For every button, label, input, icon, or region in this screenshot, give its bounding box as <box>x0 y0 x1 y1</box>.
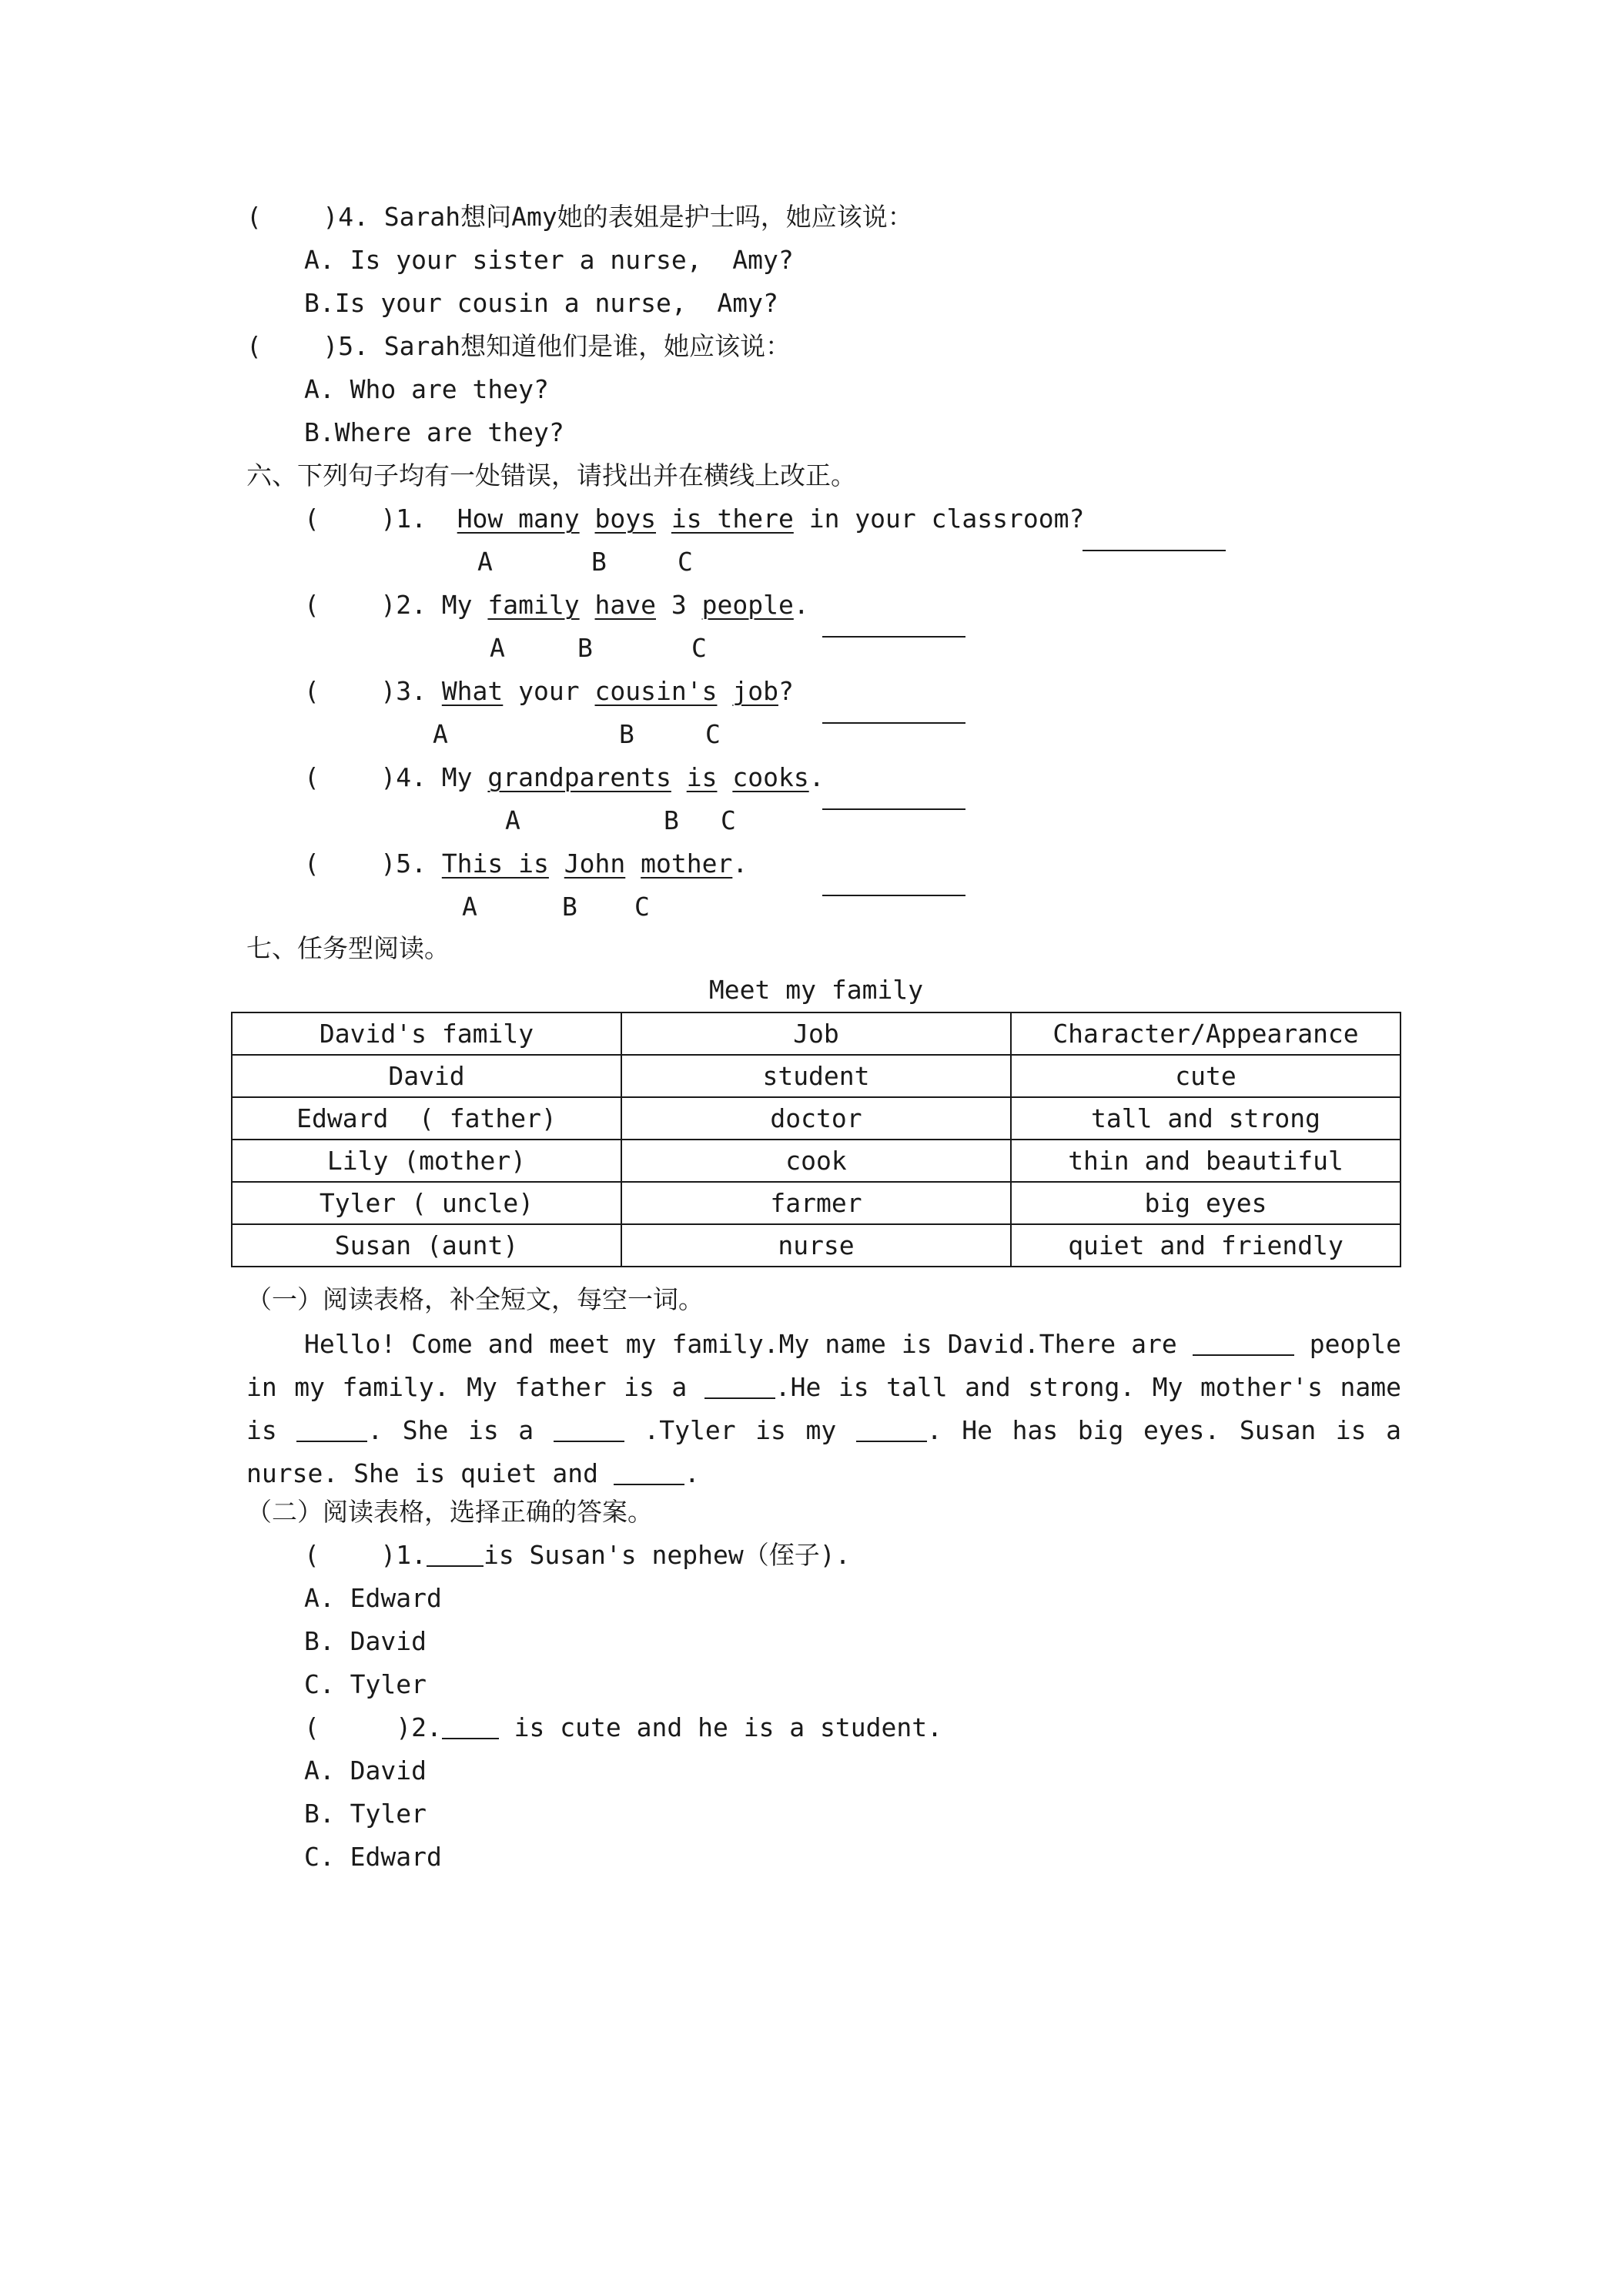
letter-c: C <box>691 633 707 663</box>
letter-c: C <box>721 805 736 835</box>
table-cell: thin and beautiful <box>1011 1140 1400 1182</box>
q-rest: . <box>808 762 825 792</box>
letter-c: C <box>634 892 650 922</box>
table-cell: Lily (mother) <box>232 1140 621 1182</box>
table-row <box>232 1097 1400 1140</box>
answer-blank-1[interactable] <box>1083 527 1226 551</box>
part-a: What <box>441 676 504 706</box>
cloze-text: . He has big eyes. Susan is a nurse. She is quiet and <box>246 1415 1401 1488</box>
part-a: family <box>487 590 580 620</box>
answer-blank-2[interactable] <box>822 613 965 638</box>
table-cell: Edward ( father) <box>232 1097 621 1140</box>
table-cell: student <box>621 1055 1011 1097</box>
table-cell: Susan (aunt) <box>232 1224 621 1267</box>
part-a: This is <box>441 848 549 879</box>
cloze-text: Hello! Come and meet my family.My name is David.There are <box>304 1329 1193 1359</box>
cloze-blank-3[interactable] <box>296 1417 367 1442</box>
cloze-blank-2[interactable] <box>704 1374 775 1399</box>
table-row <box>232 1182 1400 1224</box>
table-cell: David <box>232 1055 621 1097</box>
q-rest: . <box>732 848 748 879</box>
table-cell: cute <box>1011 1055 1400 1097</box>
spacer <box>549 848 564 879</box>
table-row <box>232 1055 1400 1097</box>
cloze-text: .He is tall and strong. My mother's name is <box>246 1372 1401 1445</box>
part-c: is there <box>671 504 794 534</box>
table-cell: quiet and friendly <box>1011 1224 1400 1267</box>
table-row <box>232 1224 1400 1267</box>
table-row <box>232 1140 1400 1182</box>
choice-1-option-a: A. Edward <box>304 1583 442 1613</box>
q-rest: in your classroom? <box>793 504 1085 534</box>
choice-2-option-c: C. Edward <box>304 1842 442 1872</box>
answer-blank-3[interactable] <box>822 699 965 724</box>
q-text: is cute and he is a student. <box>498 1712 942 1742</box>
cloze-paragraph <box>246 1323 1401 1495</box>
choice-1-option-c: C. Tyler <box>304 1669 427 1699</box>
letter-a: A <box>505 805 520 835</box>
spacer <box>656 504 671 534</box>
spacer: your <box>503 676 595 706</box>
part-c: job <box>732 676 778 706</box>
q-prefix: ( )1. <box>304 504 457 534</box>
letter-a: A <box>490 633 505 663</box>
table-cell: Tyler ( uncle) <box>232 1182 621 1224</box>
error-question-3 <box>304 676 794 707</box>
table-caption: Meet my family <box>708 975 924 1005</box>
table-header-row <box>232 1012 1400 1055</box>
choice-question-2 <box>304 1712 942 1743</box>
q-prefix: ( )4. My <box>304 762 488 792</box>
table-cell: doctor <box>621 1097 1011 1140</box>
part-1-title: （一）阅读表格，补全短文，每空一词。 <box>246 1284 704 1314</box>
cloze-blank-1[interactable] <box>1193 1331 1294 1356</box>
q-prefix: ( )5. <box>304 848 442 879</box>
spacer <box>580 504 595 534</box>
part-c: mother <box>641 848 733 879</box>
question-5-4: ( )4. Sarah想问Amy她的表姐是护士吗，她应该说： <box>246 202 913 232</box>
table-cell: farmer <box>621 1182 1011 1224</box>
option-5-4-b: B.Is your cousin a nurse, Amy? <box>304 288 778 318</box>
letter-a: A <box>477 547 493 577</box>
error-question-2 <box>304 590 809 621</box>
spacer <box>671 762 687 792</box>
table-header: Job <box>621 1012 1011 1055</box>
cloze-text: people in my family. My father is a <box>246 1329 1401 1402</box>
part-b: is <box>686 762 718 792</box>
section-7-title: 七、任务型阅读。 <box>246 933 450 963</box>
part-c: cooks <box>732 762 809 792</box>
choice-1-option-b: B. David <box>304 1626 427 1656</box>
letter-a: A <box>462 892 477 922</box>
q-prefix: ( )1. <box>304 1540 427 1570</box>
cloze-text: . She is a <box>367 1415 554 1445</box>
error-question-4 <box>304 762 825 793</box>
part-b: John <box>564 848 626 879</box>
letter-b: B <box>591 547 607 577</box>
q-prefix: ( )2. My <box>304 590 488 620</box>
letter-c: C <box>705 719 721 749</box>
spacer <box>717 762 732 792</box>
letter-b: B <box>577 633 593 663</box>
option-5-5-a: A. Who are they? <box>304 374 549 404</box>
choice-2-option-a: A. David <box>304 1755 427 1786</box>
spacer: 3 <box>656 590 702 620</box>
choice-2-option-b: B. Tyler <box>304 1799 427 1829</box>
error-question-5 <box>304 848 748 879</box>
part-a: grandparents <box>487 762 671 792</box>
answer-blank-4[interactable] <box>822 785 965 810</box>
letter-a: A <box>433 719 448 749</box>
cloze-text: .Tyler is my <box>624 1415 856 1445</box>
part-2-title: （二）阅读表格，选择正确的答案。 <box>246 1497 653 1527</box>
letter-b: B <box>619 719 634 749</box>
option-5-5-b: B.Where are they? <box>304 417 564 447</box>
cloze-blank-5[interactable] <box>856 1417 927 1442</box>
part-b: cousin's <box>594 676 718 706</box>
table-header: Character/Appearance <box>1011 1012 1400 1055</box>
q-rest: . <box>793 590 809 620</box>
choice-question-1 <box>304 1540 850 1571</box>
choice-blank-1[interactable] <box>427 1542 484 1567</box>
question-5-5: ( )5. Sarah想知道他们是谁，她应该说： <box>246 331 791 361</box>
table-cell: cook <box>621 1140 1011 1182</box>
table-cell: nurse <box>621 1224 1011 1267</box>
part-c: people <box>701 590 794 620</box>
part-b: boys <box>594 504 656 534</box>
table-cell: big eyes <box>1011 1182 1400 1224</box>
letter-b: B <box>664 805 679 835</box>
q-text: is Susan's nephew（侄子). <box>483 1540 851 1570</box>
spacer <box>625 848 641 879</box>
answer-blank-5[interactable] <box>822 872 965 896</box>
q-rest: ? <box>778 676 794 706</box>
cloze-blank-6[interactable] <box>614 1461 684 1485</box>
section-6-title: 六、下列句子均有一处错误，请找出并在横线上改正。 <box>246 460 856 490</box>
letter-c: C <box>678 547 693 577</box>
q-prefix: ( )3. <box>304 676 442 706</box>
choice-blank-2[interactable] <box>442 1715 499 1739</box>
error-question-1 <box>304 504 1084 534</box>
part-a: How many <box>457 504 580 534</box>
option-5-4-a: A. Is your sister a nurse, Amy? <box>304 245 794 275</box>
table-header: David's family <box>232 1012 621 1055</box>
family-table <box>231 1012 1401 1267</box>
table-cell: tall and strong <box>1011 1097 1400 1140</box>
letter-b: B <box>562 892 577 922</box>
cloze-blank-4[interactable] <box>554 1417 624 1442</box>
spacer <box>580 590 595 620</box>
q-prefix: ( )2. <box>304 1712 442 1742</box>
cloze-text: . <box>684 1458 700 1488</box>
spacer <box>717 676 732 706</box>
part-b: have <box>594 590 656 620</box>
